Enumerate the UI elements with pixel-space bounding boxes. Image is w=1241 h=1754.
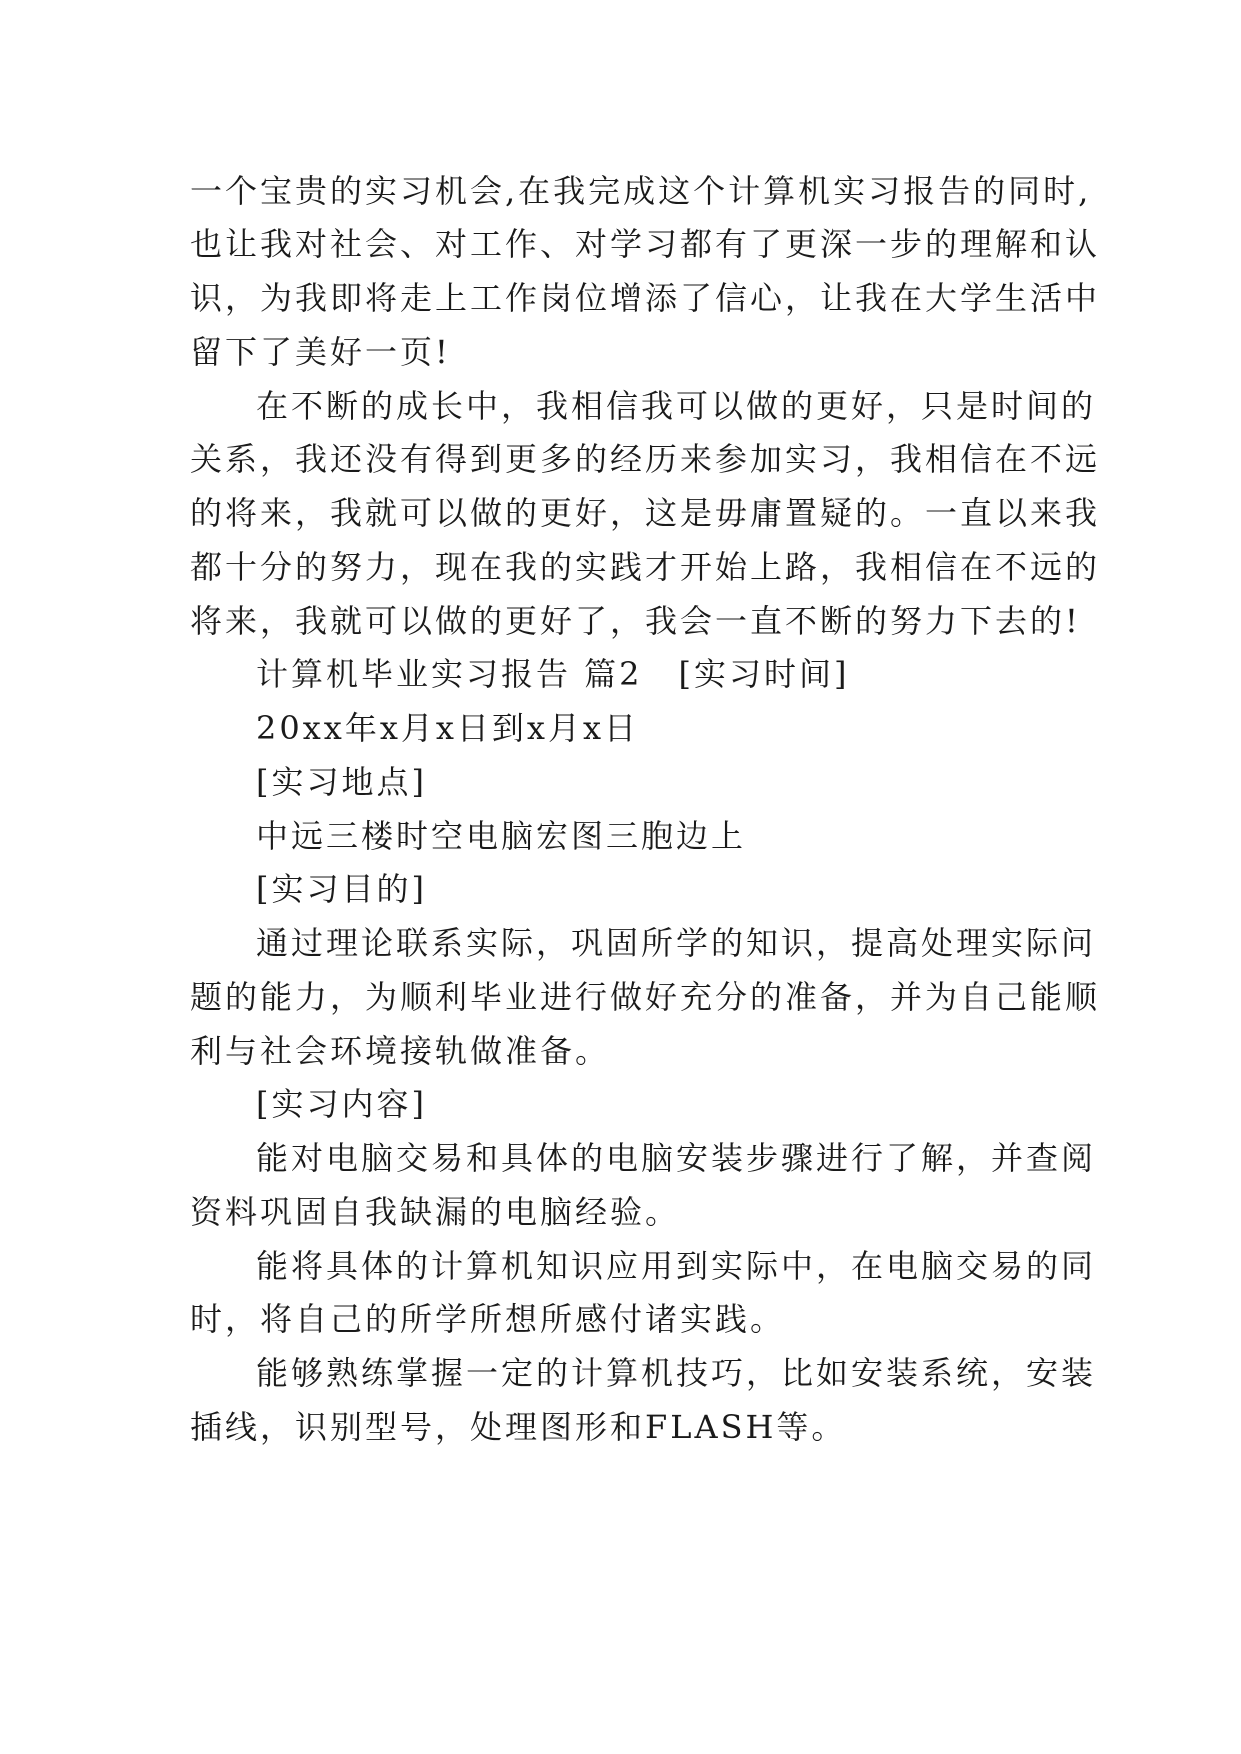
paragraph-start: 通过理论联系实际，巩固所学的知识，提高处理实际问	[256, 924, 1097, 962]
text-line: 关系，我还没有得到更多的经历来参加实习，我相信在不远	[190, 440, 1101, 478]
text-line: 资料巩固自我缺漏的电脑经验。	[190, 1193, 681, 1231]
text-line: 一个宝贵的实习机会,在我完成这个计算机实习报告的同时,	[190, 172, 1092, 210]
text-line: 时，将自己的所学所想所感付诸实践。	[190, 1300, 786, 1338]
paragraph-start: 在不断的成长中，我相信我可以做的更好，只是时间的	[256, 387, 1097, 425]
paragraph-start: 能够熟练掌握一定的计算机技巧，比如安装系统，安装	[256, 1354, 1097, 1392]
text-line: 利与社会环境接轨做准备。	[190, 1032, 611, 1070]
section-label-time: [实习时间]	[678, 655, 850, 693]
section-label-purpose: [实习目的]	[256, 870, 427, 908]
text-line: 插线，识别型号，处理图形和FLASH等。	[190, 1408, 847, 1446]
paragraph-start: 能将具体的计算机知识应用到实际中，在电脑交易的同	[256, 1247, 1097, 1285]
text-line: 留下了美好一页!	[190, 333, 451, 371]
section-heading-line	[256, 644, 850, 704]
report-title: 计算机毕业实习报告 篇2	[256, 655, 643, 693]
section-label-content: [实习内容]	[256, 1085, 427, 1123]
text-line: 题的能力，为顺利毕业进行做好充分的准备，并为自己能顺	[190, 978, 1101, 1016]
text-line: 将来，我就可以做的更好了，我会一直不断的努力下去的!	[190, 602, 1081, 640]
text-line: 都十分的努力，现在我的实践才开始上路，我相信在不远的	[190, 548, 1101, 586]
paragraph-start: 能对电脑交易和具体的电脑安装步骤进行了解，并查阅	[256, 1139, 1097, 1177]
text-line: 的将来，我就可以做的更好，这是毋庸置疑的。一直以来我	[190, 494, 1101, 532]
internship-location: 中远三楼时空电脑宏图三胞边上	[256, 817, 747, 855]
text-line: 识，为我即将走上工作岗位增添了信心，让我在大学生活中	[190, 279, 1101, 317]
section-label-location: [实习地点]	[256, 763, 427, 801]
internship-dates: 20xx年x月x日到x月x日	[256, 709, 640, 747]
text-line: 也让我对社会、对工作、对学习都有了更深一步的理解和认	[190, 225, 1101, 263]
